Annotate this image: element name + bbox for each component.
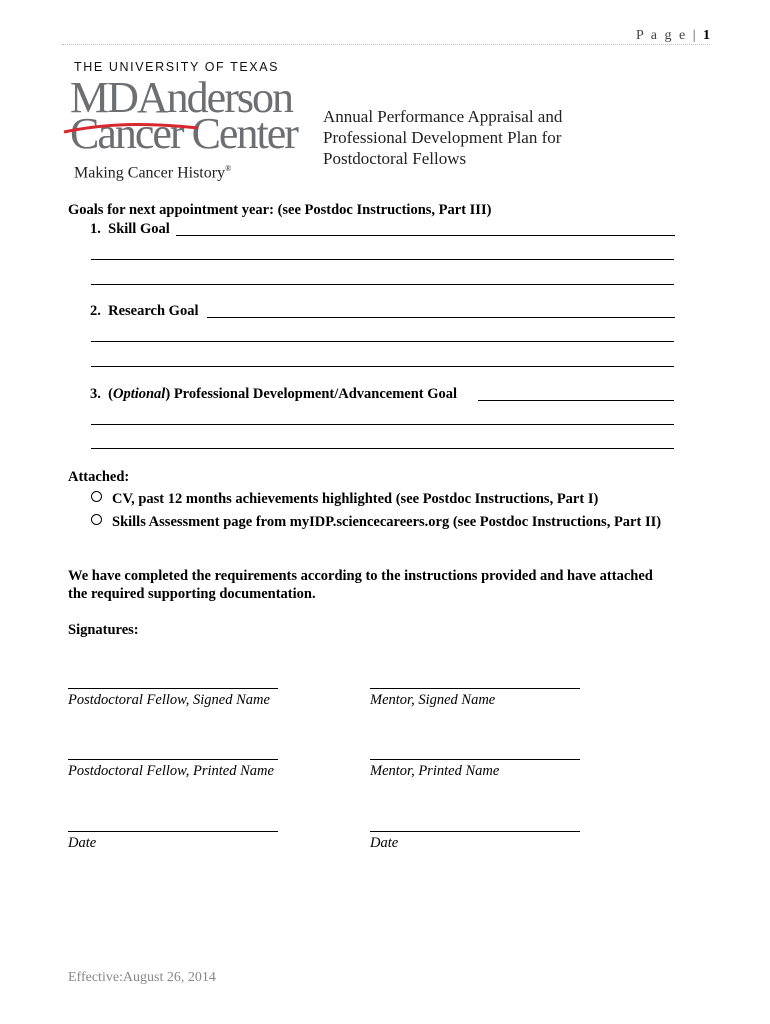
page-label: P a g e | bbox=[636, 28, 698, 43]
fellow-signed-label: Postdoctoral Fellow, Signed Name bbox=[68, 692, 270, 708]
effective-date: Effective:August 26, 2014 bbox=[68, 970, 216, 985]
title-line1: Annual Performance Appraisal and bbox=[323, 107, 563, 126]
goal-2-number: 2. bbox=[90, 303, 101, 319]
goal-2-field[interactable] bbox=[207, 317, 675, 318]
tagline-text: Making Cancer History bbox=[74, 164, 226, 182]
fellow-printed-label: Postdoctoral Fellow, Printed Name bbox=[68, 763, 274, 779]
mentor-printed-label: Mentor, Printed Name bbox=[370, 763, 500, 779]
goal-3-number: 3. bbox=[90, 386, 101, 402]
document-title bbox=[323, 106, 562, 169]
goal-1-line-3[interactable] bbox=[91, 284, 674, 285]
statement-line2: the required supporting documentation. bbox=[68, 586, 316, 602]
goal-3-text: Professional Development/Advancement Goal bbox=[170, 386, 458, 402]
checkbox-circle-icon[interactable] bbox=[91, 514, 102, 525]
page-number: 1 bbox=[703, 28, 710, 43]
attached-item-cv[interactable] bbox=[91, 491, 598, 508]
goal-1-text: Skill Goal bbox=[108, 221, 170, 237]
goal-3-label: 3. (Optional) Professional Development/Advancement Goal bbox=[90, 386, 458, 402]
mentor-date-label: Date bbox=[370, 835, 399, 851]
mentor-date-field[interactable] bbox=[370, 831, 580, 832]
goal-2-line-3[interactable] bbox=[91, 366, 674, 367]
fellow-date-label: Date bbox=[68, 835, 97, 851]
logo-swoosh-icon bbox=[62, 118, 202, 142]
goal-1-number: 1. bbox=[90, 221, 101, 237]
logo-university: THE UNIVERSITY OF TEXAS bbox=[74, 60, 280, 74]
logo-tagline bbox=[74, 164, 231, 182]
goal-3-field[interactable] bbox=[478, 400, 674, 401]
mentor-signed-label: Mentor, Signed Name bbox=[370, 692, 496, 708]
goal-3-optional: Optional bbox=[112, 386, 166, 402]
attached-item-cv-text: CV, past 12 months achievements highlighted (see Postdoc Instructions, Part I) bbox=[112, 491, 599, 507]
fellow-date-field[interactable] bbox=[68, 831, 278, 832]
attached-item-skills-text: Skills Assessment page from myIDP.sciencecareers.org (see Postdoc Instructions, Part II) bbox=[112, 514, 662, 530]
title-line3: Postdoctoral Fellows bbox=[323, 149, 467, 168]
page-number-label bbox=[560, 28, 710, 44]
goal-3-line-3[interactable] bbox=[91, 448, 674, 449]
fellow-signed-field[interactable] bbox=[68, 688, 278, 689]
goal-1-label bbox=[90, 221, 170, 238]
statement-line1: We have completed the requirements according to the instructions provided and have attached bbox=[68, 568, 653, 584]
logo-line1: MDAnderson bbox=[70, 73, 292, 122]
goal-2-text: Research Goal bbox=[108, 303, 199, 319]
title-line2: Professional Development Plan for bbox=[323, 128, 562, 147]
mentor-printed-field[interactable] bbox=[370, 759, 580, 760]
fellow-printed-field[interactable] bbox=[68, 759, 278, 760]
attached-heading: Attached: bbox=[68, 469, 130, 485]
goal-1-line-2[interactable] bbox=[91, 259, 674, 260]
checkbox-circle-icon[interactable] bbox=[91, 491, 102, 502]
goal-3-line-2[interactable] bbox=[91, 424, 674, 425]
signatures-heading: Signatures: bbox=[68, 622, 139, 638]
header-divider bbox=[62, 44, 710, 45]
goal-2-line-2[interactable] bbox=[91, 341, 674, 342]
logo-line2: Cancer Center bbox=[70, 109, 297, 158]
goal-2-label bbox=[90, 303, 198, 320]
attached-item-skills[interactable] bbox=[91, 514, 661, 531]
goal-1-field[interactable] bbox=[176, 235, 675, 236]
mentor-signed-field[interactable] bbox=[370, 688, 580, 689]
registered-mark: ® bbox=[225, 164, 232, 173]
goals-heading: Goals for next appointment year: (see Postdoc Instructions, Part III) bbox=[68, 202, 492, 218]
